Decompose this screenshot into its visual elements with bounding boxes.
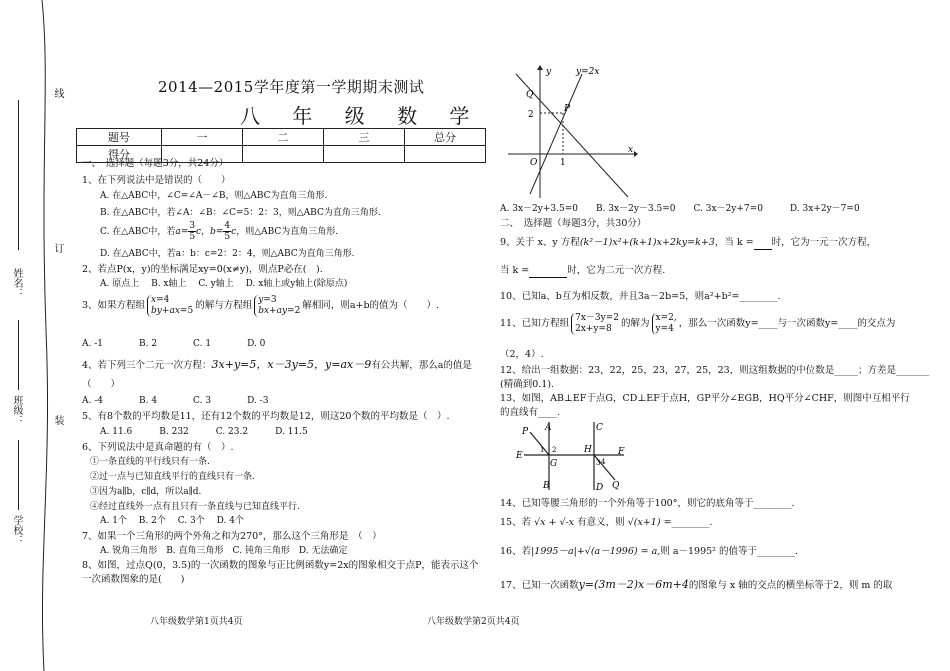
question-8-line-1: 8、如图，过点Q(0，3.5)的一次函数的图象与正比例函数y=2x的图象相交于点P，能表示这个: [82, 560, 479, 571]
binding-margin: [0, 0, 60, 671]
name-line: [18, 100, 20, 250]
score-cell[interactable]: [324, 146, 405, 163]
fig13-label-g: G: [550, 459, 558, 469]
score-cell[interactable]: [405, 146, 486, 163]
fig13-label-a: A: [545, 423, 552, 433]
graph-y-label: y: [546, 67, 552, 77]
question-11-tail: （2，4）.: [500, 349, 544, 360]
question-14: 14、已知等腰三角形的一个外角等于100°，则它的底角等于________.: [500, 498, 795, 509]
question-3: 3、如果方程组 x=4 by+ax=5 的解与方程组 y=3 bx+ay=2 解相同，则a+b的值为（ ）.: [82, 295, 440, 316]
score-header-cell: 总分: [405, 129, 486, 146]
score-header-cell: 题号: [77, 129, 162, 146]
score-cell[interactable]: [243, 146, 324, 163]
fig13-label-c: C: [596, 423, 603, 433]
fig13-label-h: H: [584, 445, 592, 455]
margin-line-char: 线: [52, 88, 63, 98]
q6-options: A. 1个 B. 2个 C. 3个 D. 4个: [100, 516, 244, 526]
q13-figure: [512, 420, 632, 492]
graph-tick-1: 1: [560, 158, 566, 168]
fig13-label-d: D: [596, 483, 604, 492]
q1-option-c: C. 在△ABC中，若a= $\frac{3}{5}$ c，b= $\frac{4}{5}$ c，则△ABC为直角三角形.: [100, 221, 339, 242]
question-12-tail: (精确到0.1).: [500, 379, 555, 390]
fig13-label-f: F: [618, 447, 625, 457]
exam-title: 2014—2015学年度第一学期期末测试: [158, 78, 425, 96]
section-1-heading: 一、 选择题（每题3分，共24分）: [82, 158, 229, 169]
question-10: 10、已知a、b互为相反数，并且3a－2b=5，则a²+b²=________.: [500, 291, 781, 302]
fig13-angle-2: 2: [552, 446, 557, 454]
footer-page-1: 八年级数学第1页共4页: [150, 617, 243, 627]
q6-statement-4: ④经过直线外一点有且只有一条直线与已知直线平行.: [90, 502, 300, 512]
q8-graph: [500, 62, 640, 202]
fig13-angle-1: 1: [540, 446, 545, 454]
q1-option-d: D. 在△ABC中，若a：b：c=2：2：4，则△ABC为直角三角形.: [100, 249, 355, 259]
score-header-cell: 一: [162, 129, 243, 146]
q4-blank: （ ）: [82, 379, 121, 390]
graph-origin: O: [530, 158, 538, 168]
question-4: 4、若下列三个二元一次方程：3x+y=5，x－3y=5，y=ax－9有公共解，那么a的值是: [82, 358, 472, 371]
class-line: [18, 320, 20, 390]
footer-page-2: 八年级数学第2页共4页: [427, 617, 520, 627]
graph-tick-2: 2: [528, 110, 534, 120]
q1-option-a: A. 在△ABC中，∠C=∠A－∠B，则△ABC为直角三角形.: [100, 191, 328, 201]
graph-line-label: y=2x: [576, 67, 600, 77]
score-header-cell: 三: [324, 129, 405, 146]
fig13-label-q: Q: [612, 481, 620, 491]
fig13-angle-4: 4: [601, 458, 606, 466]
q3-options: A. -1 B. 2 C. 1 D. 0: [82, 339, 266, 349]
q8-options: A. 3x－2y+3.5=0 B. 3x－2y－3.5=0 C. 3x－2y+7=0 D. 3x+2y－7=0: [500, 204, 860, 214]
question-7: 7、如果一个三角形的两个外角之和为270°，那么这个三角形是 （ ）: [82, 531, 382, 542]
question-17: 17、已知一次函数y=(3m－2)x－6m+4的图象与 x 轴的交点的横坐标等于2，则 m 的取: [500, 578, 893, 591]
question-11: 11、已知方程组 7x－3y=2 2x+y=8 的解为 x=2, y=4 ，那么一次函数y=____与一次函数y=____的交点为: [500, 313, 896, 334]
q6-statement-1: ①一条直线的平行线只有一条.: [90, 457, 210, 467]
question-16: 16、若|1995－a|+√(a－1996) = a,则 a－1995² 的值等于________.: [500, 546, 799, 557]
score-row-label: 得分: [77, 146, 162, 163]
q7-options: A. 锐角三角形 B. 直角三角形 C. 钝角三角形 D. 无法确定: [100, 546, 348, 556]
school-line: [18, 440, 20, 510]
question-15: 15、若 √x + √-x 有意义，则 √(x+1) =________.: [500, 517, 713, 528]
score-header-cell: 二: [243, 129, 324, 146]
fig13-angle-3: 3: [596, 459, 601, 467]
question-9-part-2: 当 k = 时，它为二元一次方程.: [500, 265, 666, 276]
q6-statement-3: ③因为a∥b，c∥d，所以a∥d.: [90, 487, 202, 497]
margin-class-label: 班级：: [11, 395, 22, 425]
question-13-tail: 的直线有____.: [500, 407, 561, 418]
fig13-label-p: P: [522, 427, 529, 437]
q4-options: A. -4 B. 4 C. 3 D. -3: [82, 396, 269, 406]
margin-ding-char: 订: [52, 243, 63, 253]
question-5: 5、有8个数的平均数是11，还有12个数的平均数是12，则这20个数的平均数是（ ）.: [82, 411, 450, 422]
margin-zhuang-char: 装: [52, 415, 63, 425]
margin-name-label: 姓名：: [11, 268, 22, 298]
question-8-line-2: 一次函数图象的是( ): [82, 574, 185, 585]
q1-option-b: B. 在△ABC中，若∠A：∠B：∠C=5：2：3，则△ABC为直角三角形.: [100, 208, 381, 218]
question-2: 2、若点P(x，y)的坐标满足xy=0(x≠y)，则点P必在( ).: [82, 264, 323, 275]
fig13-label-e: E: [516, 451, 523, 461]
graph-point-q: Q: [526, 90, 534, 100]
q5-options: A. 11.6 B. 232 C. 23.2 D. 11.5: [100, 427, 308, 437]
margin-school-label: 学校：: [11, 515, 22, 545]
fig13-label-b: B: [543, 481, 550, 491]
question-13: 13、如图，AB⊥EF于点G，CD⊥EF于点H，GP平分∠EGB，HQ平分∠CHF，则图中互相平行: [500, 393, 910, 404]
section-2-heading: 二、 选择题（每题3分，共30分）: [500, 218, 647, 229]
exam-subject: 八 年 级 数 学: [240, 104, 483, 128]
question-12: 12、给出一组数据：23，22，25，23，27，25，23，则这组数据的中位数是_____；方差是_______: [500, 365, 930, 376]
q6-statement-2: ②过一点与已知直线平行的直线只有一条.: [90, 472, 255, 482]
graph-point-p: P: [564, 104, 571, 114]
graph-x-label: x: [628, 145, 634, 155]
question-6: 6、下列说法中是真命题的有（ ）.: [82, 442, 234, 453]
question-1: 1、在下列说法中是错误的（ ）: [82, 175, 231, 186]
question-9: 9、关于 x、y 方程(k²－1)x²+(k+1)x+2ky=k+3，当 k = 时，它为一元一次方程，: [500, 237, 877, 248]
q2-options: A. 原点上 B. x轴上 C. y轴上 D. x轴上或y轴上(除原点): [100, 279, 348, 289]
